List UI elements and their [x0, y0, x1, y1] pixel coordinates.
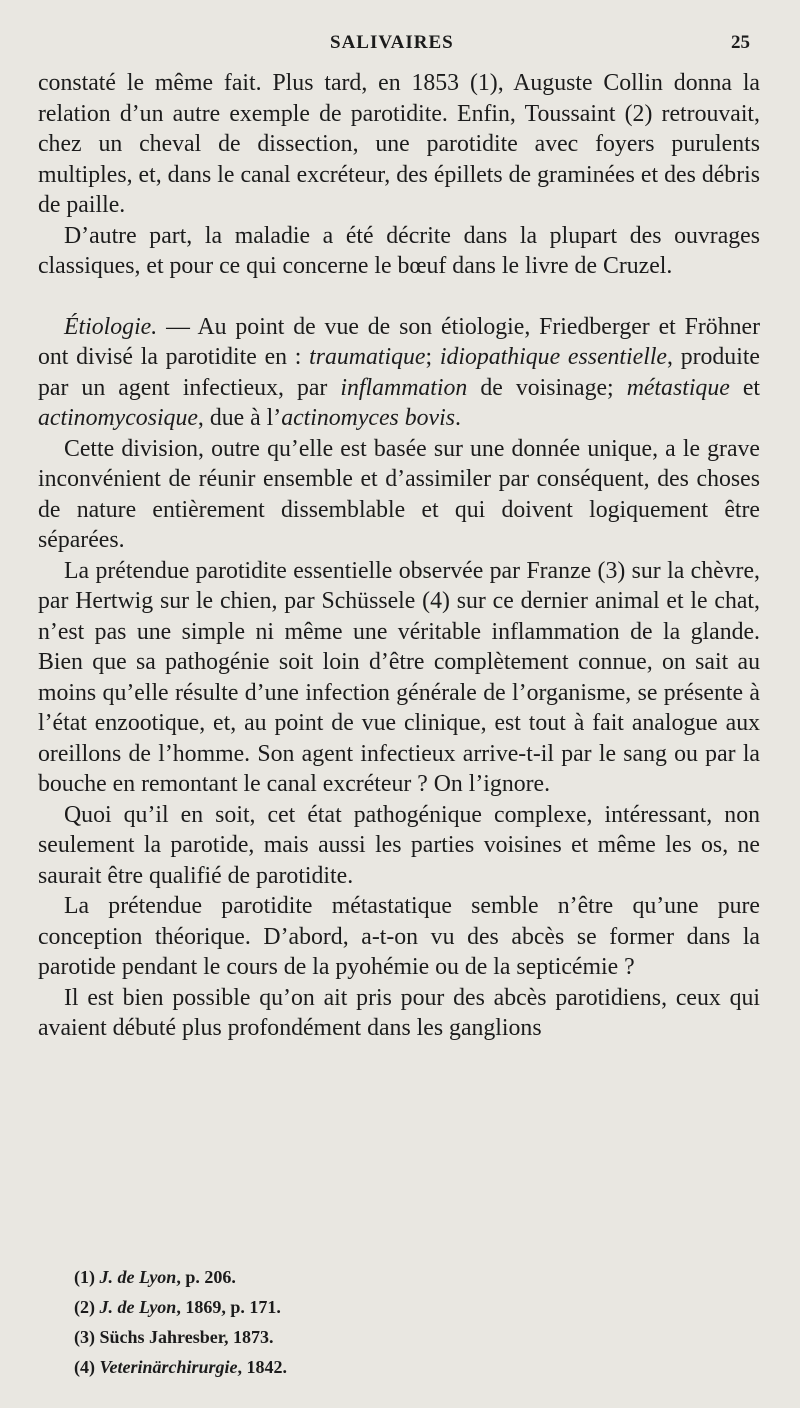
term-metastique: métastique: [626, 374, 730, 401]
footnote-detail: Süchs Jahresber, 1873.: [99, 1327, 274, 1347]
footnote-source: J. de Lyon: [99, 1297, 177, 1317]
footnote-2: [74, 1292, 674, 1322]
text-run: de voisinage;: [467, 374, 627, 401]
paragraph-8: Il est bien possible qu’on ait pris pour des abcès parotidiens, ceux qui avaient débuté plus profondément dans les ganglions: [38, 984, 760, 1041]
text-run: — Au point de vue de son étiologie, Friedberger et Fröhner ont divisé la parotidite en :: [38, 313, 760, 370]
section-heading-etiologie: Étiologie.: [64, 313, 158, 340]
paragraph-7: La prétendue parotidite métastatique semble n’être qu’une pure conception théorique. D’abord, a-t-on vu des abcès se former dans la parotide pendant le cours de la pyohémie ou de la septicémie ?: [38, 893, 760, 980]
term-inflammation: inflammation: [340, 374, 468, 401]
text-run: .: [454, 405, 461, 431]
footnote-3: [74, 1322, 674, 1352]
paragraph-etiologie: [38, 312, 760, 434]
paragraph-5: La prétendue parotidite essentielle observée par Franze (3) sur la chèvre, par Hertwig sur le chien, par Schüssele (4) sur ce dernier animal et le chat, n’est pas une simple ni même une véritable inflammation de la glande. Bien que sa pathogénie soit loin d’être complètement connue, on sait au moins qu’elle résulte d’une infection générale de l’organisme, se présente à l’état enzootique, et, au point de vue clinique, est tout à fait analogue aux oreillons de l’homme. Son agent infectieux arrive-t-il par le sang ou par la bouche en remontant le canal excréteur ? On l’ignore.: [38, 557, 760, 797]
running-title: SALIVAIRES: [330, 32, 454, 53]
term-traumatique: traumatique: [309, 344, 426, 370]
footnote-number: (4): [74, 1357, 95, 1377]
footnote-detail: , 1842.: [237, 1357, 288, 1377]
text-run: , produite par un agent infectieux, par: [38, 344, 760, 401]
paragraph-2: D’autre part, la maladie a été décrite dans la plupart des ouvrages classiques, et pour ce qui concerne le bœuf dans le livre de Cruzel.: [38, 222, 760, 279]
footnotes: [74, 1262, 674, 1382]
term-actinomycosique: actinomycosique: [38, 405, 198, 431]
footnote-detail: , 1869, p. 171.: [176, 1297, 281, 1317]
paragraph-6: Quoi qu’il en soit, cet état pathogénique complexe, intéressant, non seulement la parotide, mais aussi les parties voisines et même les os, ne saurait être qualifié de parotidite.: [38, 801, 760, 889]
page-number: 25: [731, 32, 750, 53]
footnote-detail: , p. 206.: [176, 1267, 236, 1287]
footnote-source: J. de Lyon: [99, 1267, 177, 1287]
paragraph-1: constaté le même fait. Plus tard, en 1853 (1), Auguste Collin donna la relation d’un autre exemple de parotidite. Enfin, Toussaint (2) retrouvait, chez un cheval de dissection, une parotidite avec foyers purulents multiples, et, dans le canal excréteur, des épillets de graminées et des débris de paille.: [38, 70, 760, 218]
footnote-4: [74, 1352, 674, 1382]
text-run: ;: [425, 344, 440, 370]
footnote-number: (1): [74, 1267, 95, 1287]
term-idiopathique: idiopathique essentielle: [439, 344, 667, 370]
term-actinomyces-bovis: actinomyces bovis: [281, 405, 455, 431]
running-head: [0, 32, 800, 58]
text-run: et: [729, 374, 761, 401]
footnote-number: (3): [74, 1327, 95, 1347]
text-run: , due à l’: [197, 405, 282, 431]
paragraph-4: Cette division, outre qu’elle est basée sur une donnée unique, a le grave inconvénient de réunir ensemble et d’assimiler par conséquent, des choses de nature entièrement dissemblable et qui doivent logiquement être séparées.: [38, 435, 760, 553]
footnote-number: (2): [74, 1297, 95, 1317]
footnote-source: Veterinärchirurgie: [99, 1357, 238, 1377]
footnote-1: [74, 1262, 674, 1292]
body-text: [38, 68, 760, 1044]
